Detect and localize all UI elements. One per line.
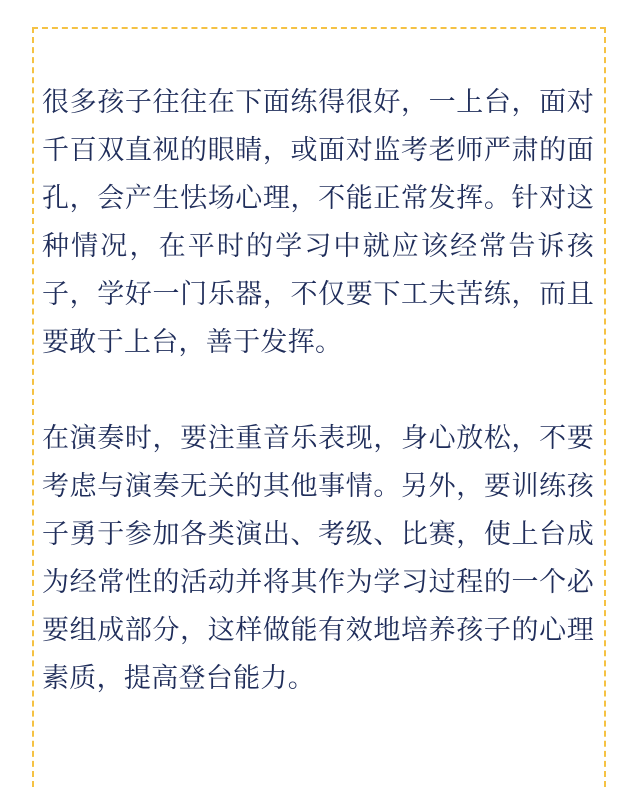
paragraph-1: 很多孩子往往在下面练得很好，一上台，面对千百双直视的眼睛，或面对监考老师严肃的面孔，会产生怯场心理，不能正常发挥。针对这种情况，在平时的学习中就应该经常告诉孩子，学好一门乐器，不仅要下工夫苦练，而且要敢于上台，善于发挥。 [42,87,594,358]
article-body [42,79,594,703]
paragraph-2: 在演奏时，要注重音乐表现，身心放松，不要考虑与演奏无关的其他事情。另外，要训练孩子勇于参加各类演出、考级、比赛，使上台成为经常性的活动并将其作为学习过程的一个必要组成部分，这样做能有效地培养孩子的心理素质，提高登台能力。 [42,423,594,694]
